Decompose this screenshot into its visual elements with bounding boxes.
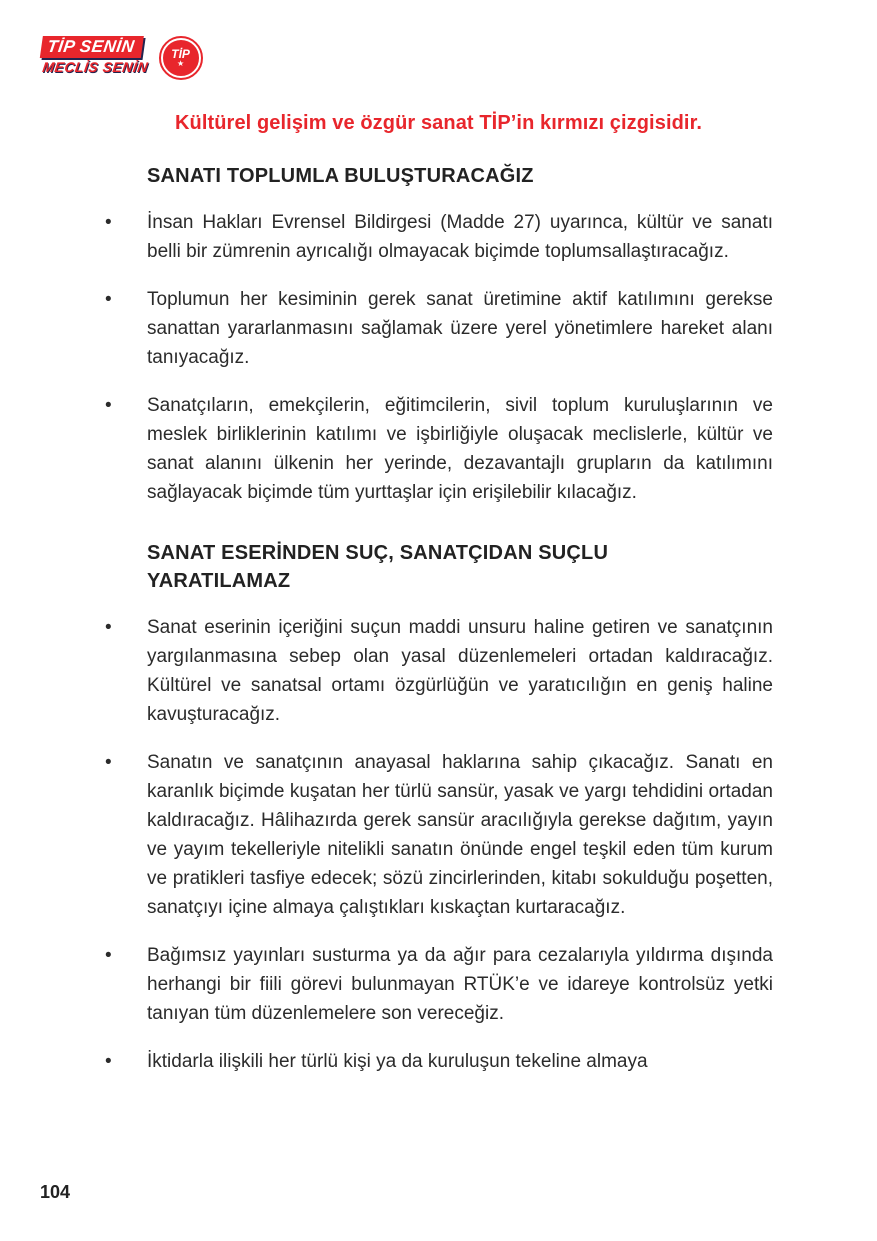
section-sanati-toplumla	[105, 162, 773, 507]
bullet-text: Sanatın ve sanatçının anayasal haklarına sahip çıkacağız. Sanatı en karanlık biçimde kuşatan her türlü sansür, yasak ve yargı tehdidini ortadan kaldıracağız. Hâlihazırda gerek sansür aracılığıyla gerekse dağıtım, yayın ve yayım tekelleriyle nitelikli sanatın önünde engel teşkil eden tüm kurum ve pratikleri tasfiye edecek; sözü zincirlerinden, kitabı sokulduğu poşetten, sanatçıyı içine almaya çalıştıkları kıskaçtan kurtaracağız.	[147, 752, 773, 918]
list-item	[105, 613, 773, 729]
bullet-icon: •	[105, 752, 112, 773]
bullet-text: Sanat eserinin içeriğini suçun maddi unsuru haline getiren ve sanatçının yargılanmasına sebep olan yasal düzenlemeleri ortadan kaldıracağız. Kültürel ve sanatsal ortamı özgürlüğün ve yaratıcılığın en geniş haline kavuşturacağız.	[147, 617, 773, 725]
list-item	[105, 285, 773, 372]
bullet-icon: •	[105, 395, 112, 416]
list-item	[105, 391, 773, 507]
star-icon: ★	[176, 59, 185, 68]
bullet-icon: •	[105, 1051, 112, 1072]
list-item	[105, 1047, 773, 1076]
emblem-text: TİP	[171, 47, 190, 61]
list-item	[105, 941, 773, 1028]
list-item	[105, 748, 773, 922]
bullet-text: İktidarla ilişkili her türlü kişi ya da kuruluşun tekeline almaya	[147, 1051, 648, 1072]
bullet-icon: •	[105, 212, 112, 233]
bullet-text: Sanatçıların, emekçilerin, eğitimcilerin, sivil toplum kuruluşlarının ve meslek birliklerinin katılımı ve işbirliğiyle oluşacak meclislerle, kültür ve sanat alanını ülkenin her yerinde, dezavantajlı grupların da katılımını sağlayacak biçimde tüm yurttaşlar için erişilebilir kılacağız.	[147, 395, 773, 503]
section-title: SANATI TOPLUMLA BULUŞTURACAĞIZ	[147, 165, 534, 187]
bullet-icon: •	[105, 945, 112, 966]
tip-emblem-icon	[161, 38, 201, 78]
page-number: 104	[40, 1182, 71, 1202]
section-title: SANAT ESERİNDEN SUÇ, SANATÇIDAN SUÇLU YARATILAMAZ	[147, 542, 609, 592]
bullet-icon: •	[105, 289, 112, 310]
logo-text-line1: TİP SENİN	[40, 36, 144, 58]
bullet-text: Toplumun her kesiminin gerek sanat üretimine aktif katılımını gerekse sanattan yararlanmasını sağlamak üzere yerel yönetimlere hareket alanı tanıyacağız.	[147, 289, 773, 368]
section-sanat-eserinden	[105, 539, 773, 1076]
logo-text-line2: MECLİS SENİN	[41, 59, 150, 75]
bullet-text: Bağımsız yayınları susturma ya da ağır para cezalarıyla yıldırma dışında herhangi bir fiili görevi bulunmayan RTÜK’e ve idareye kontrolsüz yetki tanıyan tüm düzenlemelere son vereceğiz.	[147, 945, 773, 1024]
logo-text	[37, 36, 156, 77]
bullet-text: İnsan Hakları Evrensel Bildirgesi (Madde 27) uyarınca, kültür ve sanatı belli bir zümrenin ayrıcalığı olmayacak biçimde toplumsallaştıracağız.	[147, 212, 773, 262]
list-item	[105, 208, 773, 266]
page-heading: Kültürel gelişim ve özgür sanat TİP’in kırmızı çizgisidir.	[174, 112, 703, 134]
page-content	[105, 162, 773, 1095]
party-logo	[40, 36, 201, 78]
bullet-icon: •	[105, 617, 112, 638]
